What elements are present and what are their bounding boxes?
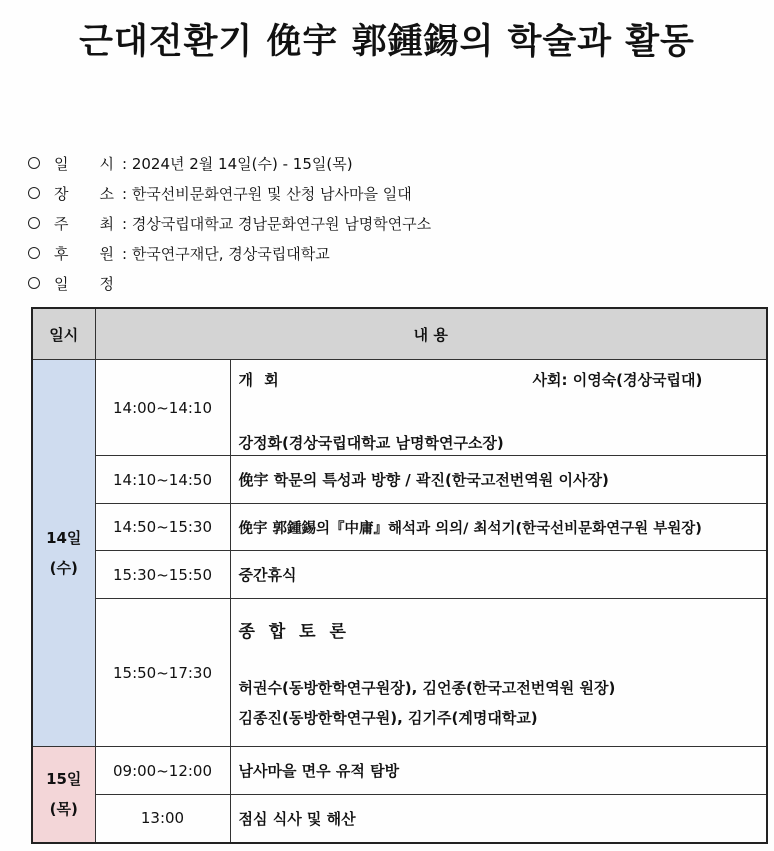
table-row [32, 747, 767, 795]
info-label: 일 시 [54, 154, 114, 173]
circle-bullet-icon [28, 247, 40, 259]
schedule-table [31, 307, 768, 844]
content-cell: 俛宇 郭鍾錫의『中庸』해석과 의의/ 최석기(한국선비문화연구원 부원장) [230, 504, 767, 551]
discussion-title: 종 합 토 론 [238, 622, 350, 642]
day-cell-15: 15일 (목) [32, 747, 95, 843]
info-row-sponsor [28, 238, 431, 268]
info-label: 장 소 [54, 184, 114, 203]
content-cell: 중간휴식 [230, 551, 767, 599]
discussant-line: 김종진(동방한학연구원), 김기주(계명대학교) [238, 709, 538, 727]
table-row [32, 551, 767, 599]
time-cell: 15:30~15:50 [95, 551, 230, 599]
content-cell: 점심 식사 및 해산 [230, 795, 767, 843]
info-row-schedule [28, 268, 431, 298]
info-row-host [28, 208, 431, 238]
opening-label: 개 회 [238, 371, 282, 389]
discussant-line: 허권수(동방한학연구원장), 김언종(한국고전번역원 원장) [238, 679, 616, 697]
circle-bullet-icon [28, 187, 40, 199]
info-value: : 한국선비문화연구원 및 산청 남사마을 일대 [122, 184, 412, 203]
content-cell [230, 599, 767, 747]
header-day: 일시 [32, 308, 95, 360]
day-cell-14: 14일 (수) [32, 360, 95, 747]
time-cell: 14:50~15:30 [95, 504, 230, 551]
time-cell: 13:00 [95, 795, 230, 843]
time-cell: 14:00~14:10 [95, 360, 230, 456]
time-cell: 09:00~12:00 [95, 747, 230, 795]
opening-speaker: 강정화(경상국립대학교 남명학연구소장) [238, 434, 504, 452]
table-row [32, 599, 767, 747]
table-row [32, 456, 767, 504]
circle-bullet-icon [28, 217, 40, 229]
info-value: : 한국연구재단, 경상국립대학교 [122, 244, 330, 263]
moderator-label: 사회: 이영숙(경상국립대) [532, 371, 703, 389]
time-cell: 15:50~17:30 [95, 599, 230, 747]
content-cell: 俛宇 학문의 특성과 방향 / 곽진(한국고전번역원 이사장) [230, 456, 767, 504]
table-row [32, 504, 767, 551]
content-cell [230, 360, 767, 456]
content-cell: 남사마을 면우 유적 탐방 [230, 747, 767, 795]
table-header-row [32, 308, 767, 360]
info-value: : 경상국립대학교 경남문화연구원 남명학연구소 [122, 214, 432, 233]
info-label: 후 원 [54, 244, 114, 263]
circle-bullet-icon [28, 157, 40, 169]
page-title: 근대전환기 俛宇 郭鍾錫의 학술과 활동 [79, 22, 695, 62]
event-info [28, 148, 431, 298]
time-cell: 14:10~14:50 [95, 456, 230, 504]
header-content: 내 용 [95, 308, 767, 360]
table-row [32, 360, 767, 456]
circle-bullet-icon [28, 277, 40, 289]
info-row-date [28, 148, 431, 178]
table-row [32, 795, 767, 843]
info-row-place [28, 178, 431, 208]
info-label: 주 최 [54, 214, 114, 233]
info-value: : 2024년 2월 14일(수) - 15일(목) [122, 154, 353, 173]
info-label: 일 정 [54, 274, 114, 293]
